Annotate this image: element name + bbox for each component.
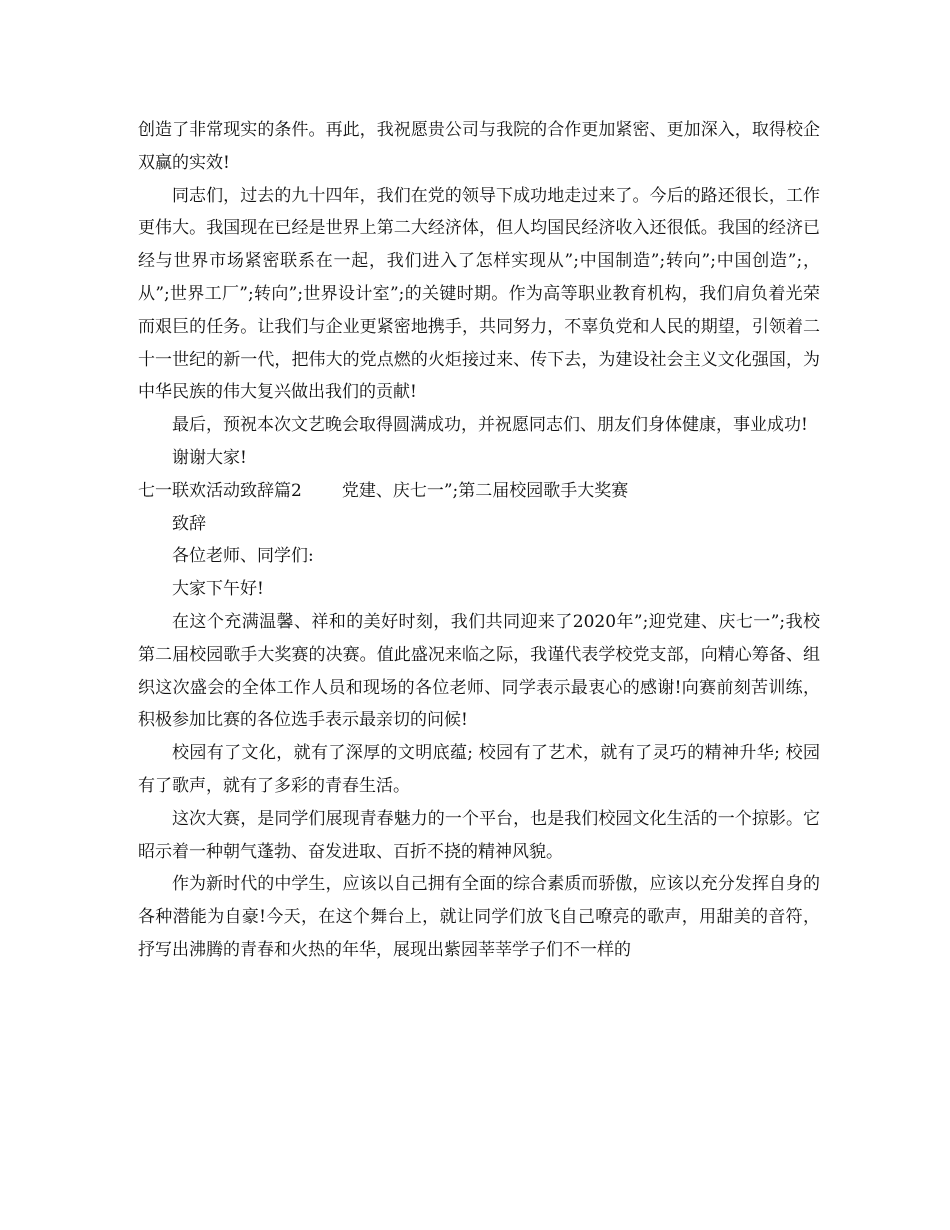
document-page (138, 114, 820, 967)
paragraph-2: 同志们，过去的九十四年，我们在党的领导下成功地走过来了。今后的路还很长，工作更伟大。我国现在已经是世界上第二大经济体，但人均国民经济收入还很低。我国的经济已经与世界市场紧密联系在一起，我们进入了怎样实现从”;中国制造”;转向”;中国创造”;，从”;世界工厂”;转向”;世界设计室”;的关键时期。作为高等职业教育机构，我们肩负着光荣而艰巨的任务。让我们与企业更紧密地携手，共同努力，不辜负党和人民的期望，引领着二十一世纪的新一代，把伟大的党点燃的火炬接过来、传下去，为建设社会主义文化强国，为中华民族的伟大复兴做出我们的贡献! (138, 185, 820, 403)
section-subtitle: 党建、庆七一”;第二届校园歌手大奖赛 (341, 480, 629, 501)
paragraph-9: 校园有了文化，就有了深厚的文明底蕴; 校园有了艺术，就有了灵巧的精神升华; 校园有了歌声，就有了多彩的青春生活。 (138, 743, 820, 796)
section-title: 七一联欢活动致辞篇2 (138, 480, 302, 501)
section-heading (138, 475, 820, 508)
paragraph-6: 各位老师、同学们: (172, 546, 314, 567)
paragraph-7: 大家下午好! (172, 579, 264, 600)
heading-gap (302, 475, 342, 508)
paragraph-4: 谢谢大家! (172, 447, 247, 468)
paragraph-8: 在这个充满温馨、祥和的美好时刻，我们共同迎来了2020年”;迎党建、庆七一”;我校第二届校园歌手大奖赛的决赛。值此盛况来临之际，我谨代表学校党支部，向精心筹备、组织这次盛会的全体工作人员和现场的各位老师、同学表示最衷心的感谢!向赛前刻苦训练，积极参加比赛的各位选手表示最亲切的问候! (138, 611, 820, 731)
paragraph-10: 这次大赛，是同学们展现青春魅力的一个平台，也是我们校园文化生活的一个掠影。它昭示着一种朝气蓬勃、奋发进取、百折不挠的精神风貌。 (138, 808, 820, 862)
paragraph-11: 作为新时代的中学生，应该以自己拥有全面的综合素质而骄傲，应该以充分发挥自身的各种潜能为自豪!今天，在这个舞台上，就让同学们放飞自己嘹亮的歌声，用甜美的音符，抒写出沸腾的青春和火热的年华，展现出紫园莘莘学子们不一样的 (138, 874, 820, 960)
paragraph-1: 创造了非常现实的条件。再此，我祝愿贵公司与我院的合作更加紧密、更加深入，取得校企双赢的实效! (138, 120, 820, 173)
paragraph-3: 最后，预祝本次文艺晚会取得圆满成功，并祝愿同志们、朋友们身体健康，事业成功! (172, 415, 808, 436)
paragraph-5: 致辞 (172, 513, 206, 534)
